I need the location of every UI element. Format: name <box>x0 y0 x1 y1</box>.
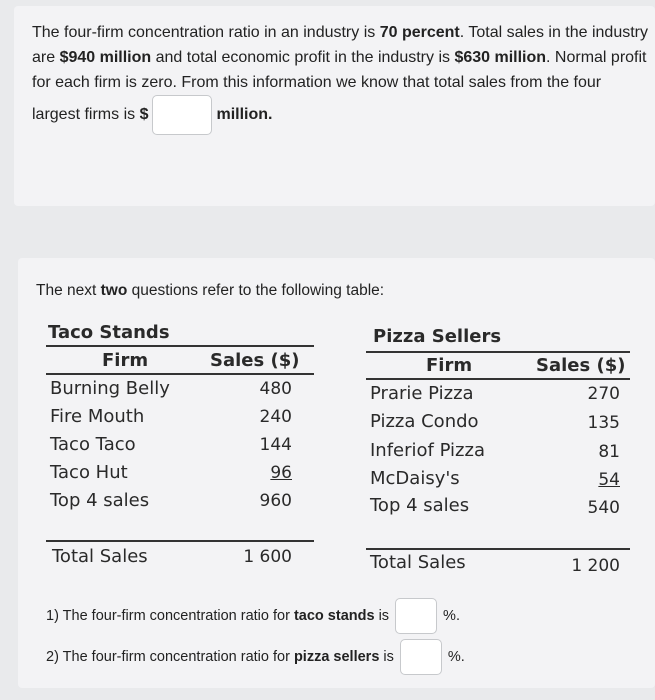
pizza-sales-header: Sales ($) <box>536 355 626 376</box>
pizza-title: Pizza Sellers <box>373 326 502 347</box>
question-1: 1) The four-firm concentration ratio for taco stands is %. <box>46 598 460 634</box>
taco-row-3-firm: Taco Taco <box>50 434 136 455</box>
pizza-ratio-answer-input[interactable] <box>400 639 442 675</box>
taco-header-rule-bottom <box>46 373 314 375</box>
pizza-row-1-sales: 270 <box>587 384 620 404</box>
pizza-row-3-firm: Inferiof Pizza <box>370 440 485 461</box>
table-card <box>18 258 655 688</box>
taco-top4-label: Top 4 sales <box>50 490 150 511</box>
pizza-total-rule <box>366 548 630 550</box>
pizza-row-1-firm: Prarie Pizza <box>370 383 474 404</box>
pizza-top4-value: 540 <box>587 498 620 518</box>
pizza-row-4-firm: McDaisy's <box>370 468 460 489</box>
pizza-header-rule-bottom <box>366 378 630 380</box>
pizza-row-2-sales: 135 <box>587 413 620 433</box>
pizza-row-2-firm: Pizza Condo <box>370 411 479 432</box>
taco-row-3-sales: 144 <box>259 435 292 455</box>
table-intro: The next two questions refer to the following table: <box>36 282 385 299</box>
taco-ratio-answer-input[interactable] <box>395 598 437 634</box>
taco-row-2-sales: 240 <box>259 407 292 427</box>
taco-row-1-firm: Burning Belly <box>50 378 170 399</box>
pizza-row-3-sales: 81 <box>598 442 620 462</box>
taco-title: Taco Stands <box>48 322 170 343</box>
pizza-total-label: Total Sales <box>370 552 466 573</box>
taco-row-2-firm: Fire Mouth <box>50 406 145 427</box>
pizza-total-value: 1 200 <box>571 556 620 576</box>
taco-row-4-sales: 96 <box>270 463 292 483</box>
pizza-header-rule-top <box>366 351 630 353</box>
problem-text: The four-firm concentration ratio in an industry is 70 percent. Total sales in the industry are $940 million and total economic profit in the industry is $630 million. Normal profit for each firm is zero. From this information we know that total sales from the four largest firms is $ million. <box>32 20 652 135</box>
pizza-firm-header: Firm <box>426 355 473 376</box>
taco-row-4-firm: Taco Hut <box>50 462 128 483</box>
taco-total-label: Total Sales <box>52 546 148 567</box>
taco-firm-header: Firm <box>102 350 149 371</box>
question-2: 2) The four-firm concentration ratio for pizza sellers is %. <box>46 639 465 675</box>
problem-card <box>14 6 655 206</box>
pizza-row-4-sales: 54 <box>598 470 620 490</box>
top4-sales-answer-input[interactable] <box>152 95 212 135</box>
taco-header-rule-top <box>46 345 314 347</box>
taco-sales-header: Sales ($) <box>210 350 300 371</box>
taco-total-value: 1 600 <box>243 547 292 567</box>
taco-top4-value: 960 <box>259 491 292 511</box>
pizza-top4-label: Top 4 sales <box>370 495 470 516</box>
taco-total-rule <box>46 540 314 542</box>
taco-row-1-sales: 480 <box>259 379 292 399</box>
